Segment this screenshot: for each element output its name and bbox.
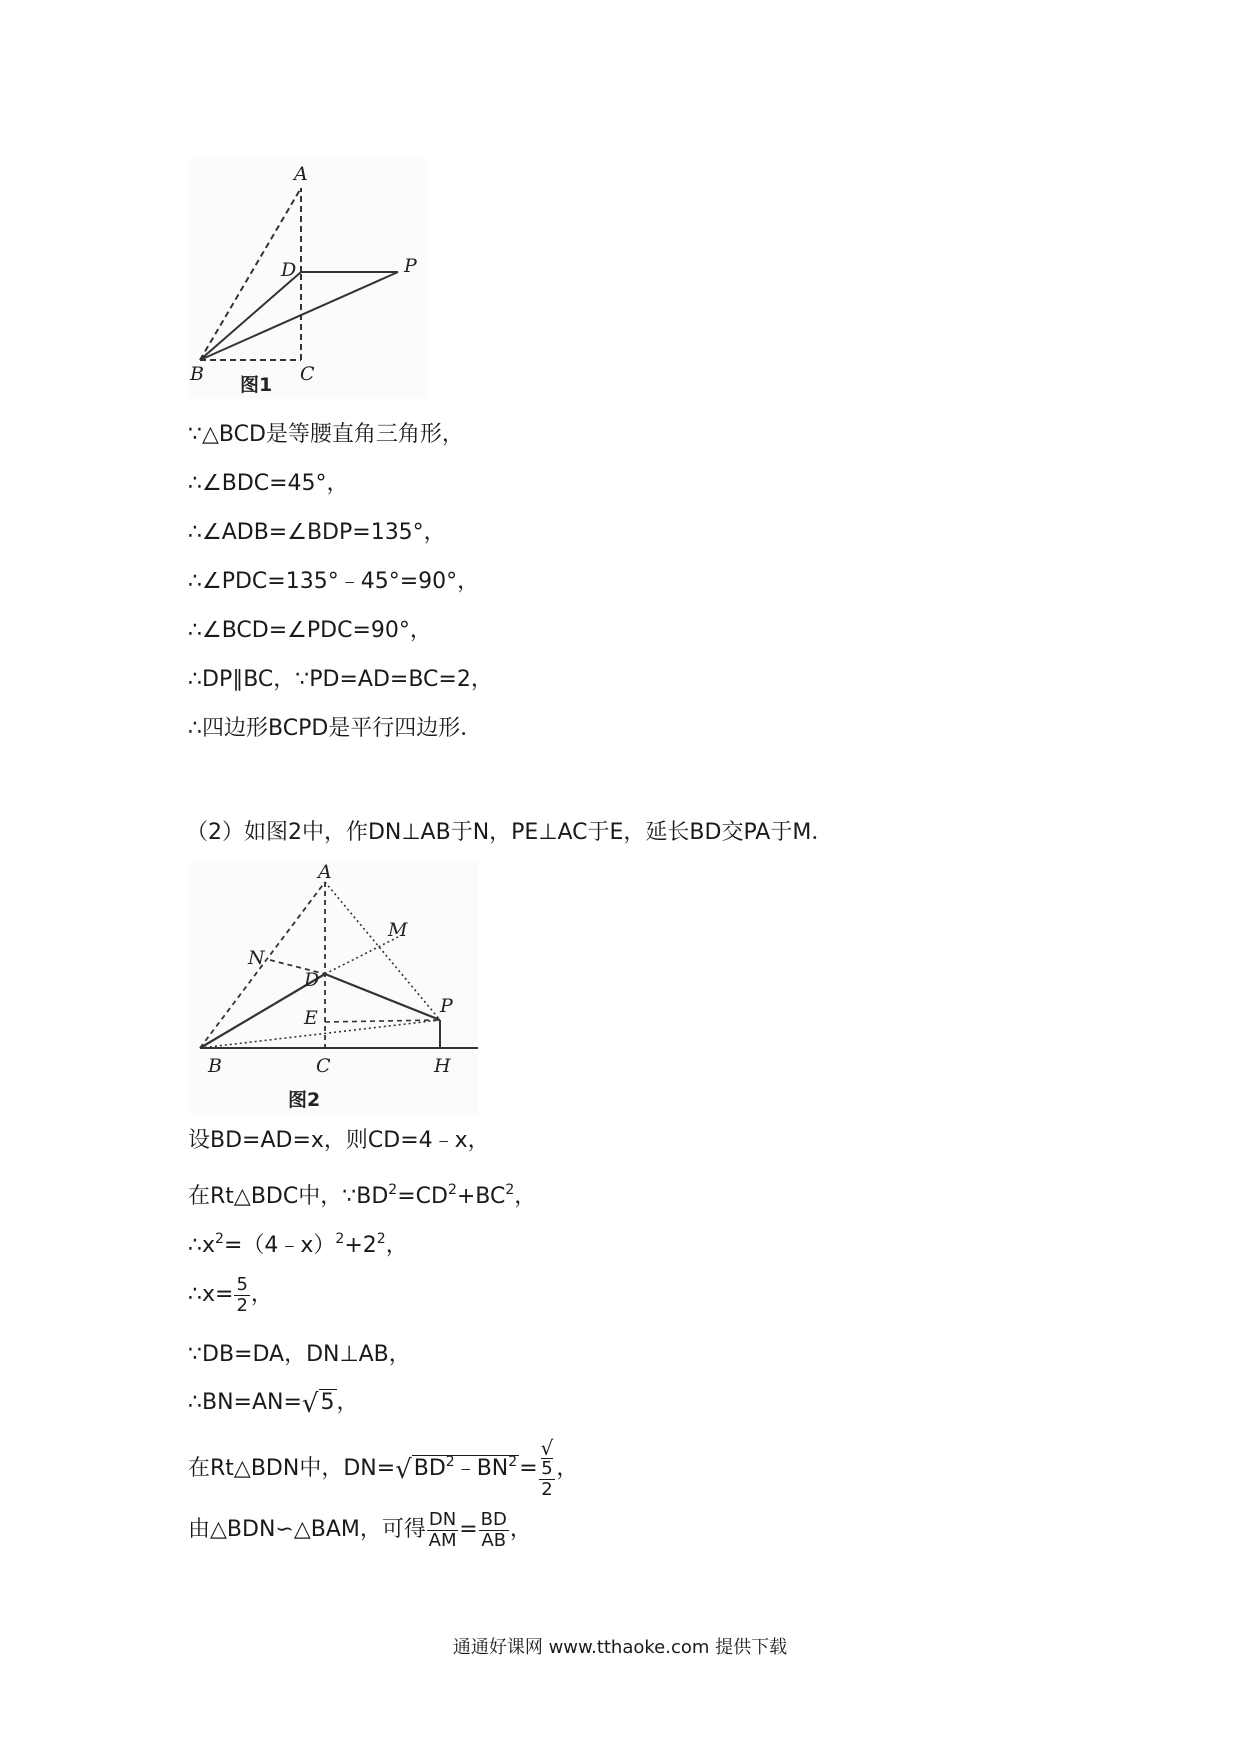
label-n: N (248, 947, 265, 969)
sqrt: √5 (301, 1389, 335, 1419)
label-e: E (304, 1007, 318, 1029)
label-c: C (300, 363, 315, 385)
fraction: $\frac{BD}{AB}$ (480, 1508, 507, 1551)
text-line: 在Rt△BDN中，$DN=√BD^2﹣BN^2=$ √ 5 2 ， (188, 1436, 579, 1500)
text-line: 设BD=AD=x，则CD=4﹣x， (188, 1128, 490, 1153)
label-h: H (434, 1055, 451, 1077)
part-2-heading: （2）如图2中，作DN⊥AB于N，PE⊥AC于E，延长BD交PA于M． (186, 820, 834, 845)
text-line: ∴四边形BCPD是平行四边形． (188, 716, 483, 741)
label-d: D (281, 259, 297, 281)
label-d: D (304, 969, 320, 991)
label-p: P (440, 995, 453, 1017)
fraction: $\frac{5}{2}$ (236, 1273, 248, 1316)
text-line: ∴∠ADB=∠BDP=135°， (188, 520, 446, 545)
label-p: P (404, 255, 417, 277)
label-m: M (388, 919, 408, 941)
text-line: $\therefore x^2=(4﹣x)^2+2^2$， (188, 1231, 408, 1258)
text-line: 由△BDN∽△BAM，可得 $\frac{DN}{AM}$ = $\frac{BD}{AB}$ ， (188, 1508, 532, 1551)
text-line: ∵△BCD是等腰直角三角形， (188, 422, 464, 447)
text-line: ∴x= $\frac{5}{2}$ ， (188, 1273, 273, 1316)
text-line: ∴BN=AN=√5， (188, 1389, 359, 1419)
figure-2 (188, 862, 478, 1114)
text-line: 在Rt△BDC中，$\because BD^2=CD^2+BC^2$， (188, 1182, 537, 1209)
fraction: √ 5 2 (540, 1436, 554, 1500)
label-b: B (190, 363, 204, 385)
text-line: ∴∠BDC=45°， (188, 471, 349, 496)
label-c: C (316, 1055, 331, 1077)
label-a: A (318, 862, 332, 883)
label-b: B (208, 1055, 222, 1077)
text-line: ∴∠BCD=∠PDC=90°， (188, 618, 432, 643)
text-line: ∵DB=DA，DN⊥AB， (188, 1342, 411, 1367)
sqrt: $√BD^2﹣BN^2$ (395, 1454, 518, 1485)
figure-2-caption: 图2 (288, 1089, 321, 1111)
footer: 通通好课网 www.tthaoke.com 提供下载 (452, 1637, 788, 1658)
text-line: ∴∠PDC=135°﹣45°=90°， (188, 569, 480, 594)
fraction: $\frac{DN}{AM}$ (428, 1508, 457, 1551)
figure-1 (188, 158, 428, 398)
figure-1-caption: 图1 (240, 374, 273, 396)
label-a: A (294, 163, 308, 185)
text-line: ∴DP∥BC，∵PD=AD=BC=2， (188, 667, 493, 692)
